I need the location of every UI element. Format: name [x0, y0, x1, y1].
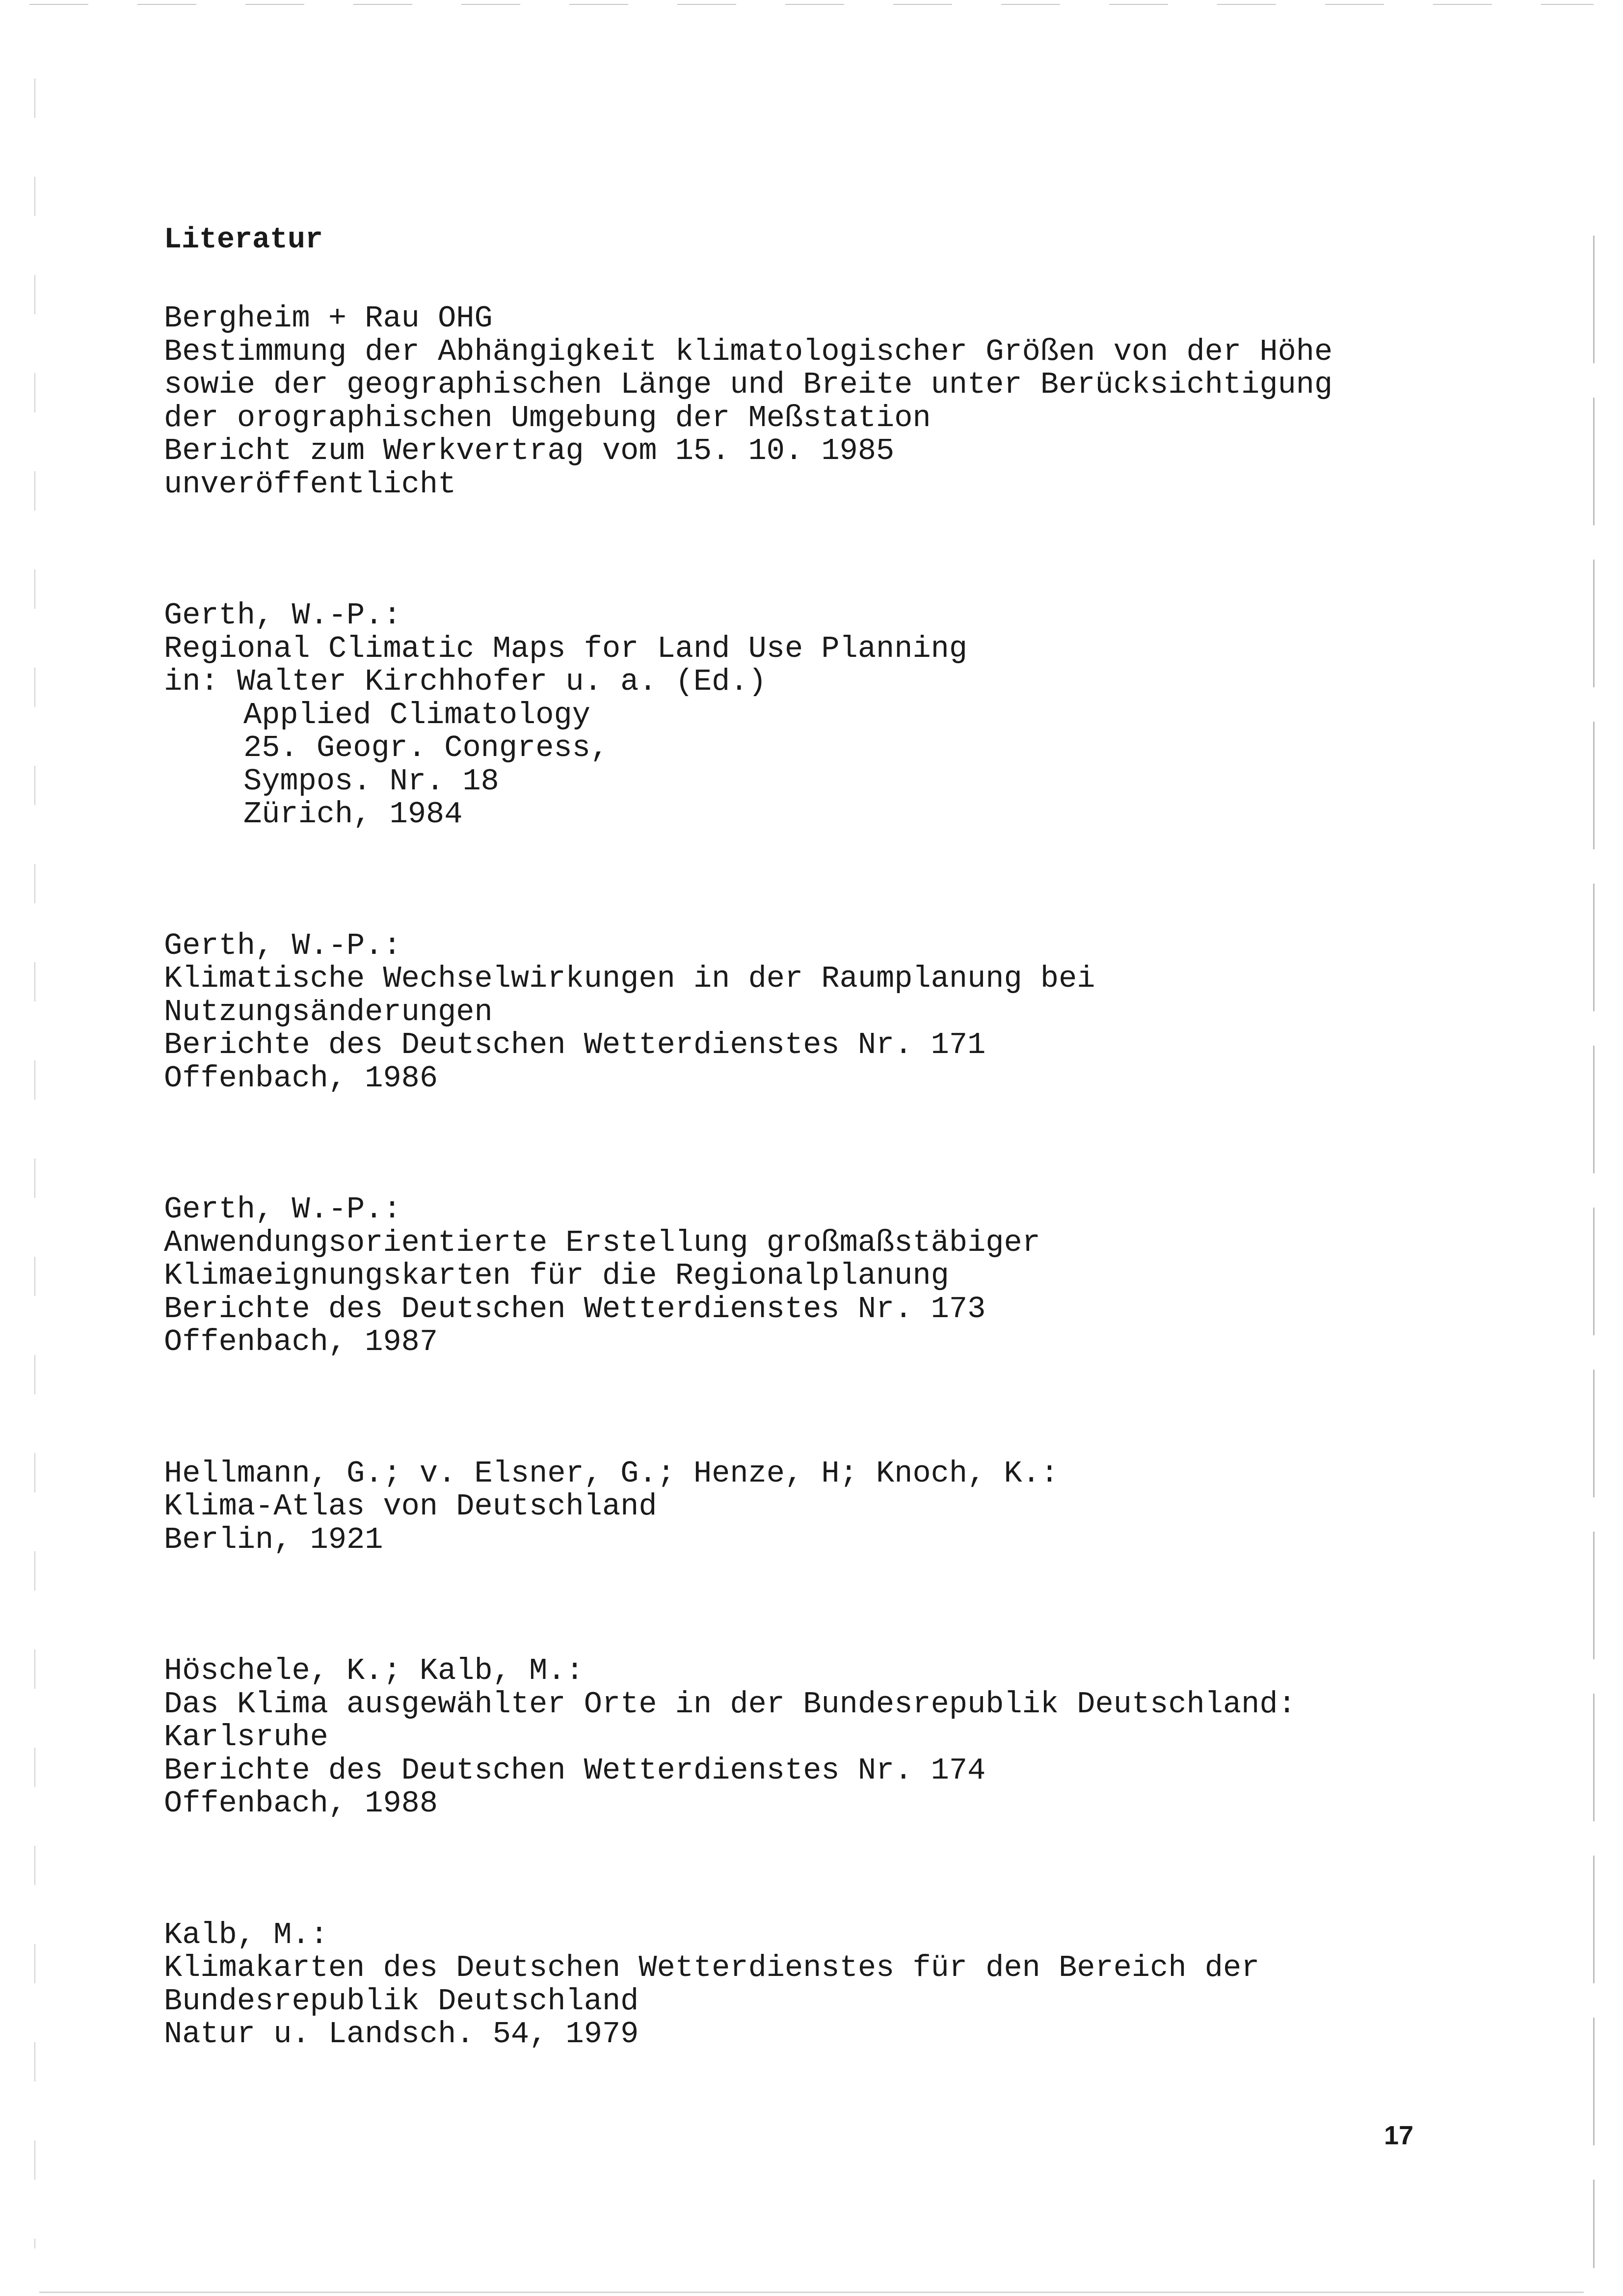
scan-edge-right [1593, 236, 1595, 2268]
reference-line: Offenbach, 1987 [164, 1324, 438, 1359]
reference-line: Klimaeignungskarten für die Regionalplanung [164, 1258, 949, 1293]
reference-line: Nutzungsänderungen [164, 994, 493, 1029]
reference-line: Das Klima ausgewählter Orte in der Bundesrepublik Deutschland: [164, 1686, 1296, 1722]
reference-line: Berichte des Deutschen Wetterdienstes Nr. 171 [164, 1027, 986, 1062]
reference-entry [164, 599, 1489, 831]
reference-line: Höschele, K.; Kalb, M.: [164, 1653, 584, 1688]
reference-line: Gerth, W.-P.: [164, 1192, 401, 1227]
reference-line: in: Walter Kirchhofer u. a. (Ed.) [164, 664, 767, 699]
reference-line: unveröffentlicht [164, 466, 456, 502]
reference-entry [164, 1193, 1489, 1359]
reference-line-indented: Applied Climatology [243, 697, 590, 732]
scan-edge-bottom [39, 2292, 1584, 2293]
reference-line: Klima-Atlas von Deutschland [164, 1489, 657, 1524]
reference-line: Bericht zum Werkvertrag vom 15. 10. 1985 [164, 433, 895, 468]
reference-line: Bundesrepublik Deutschland [164, 1983, 639, 2019]
reference-line: Klimakarten des Deutschen Wetterdienstes für den Bereich der [164, 1950, 1260, 1985]
page-number: 17 [1384, 2121, 1414, 2150]
reference-line: Natur u. Landsch. 54, 1979 [164, 2017, 639, 2052]
reference-line: Berichte des Deutschen Wetterdienstes Nr. 174 [164, 1753, 986, 1788]
reference-line: Anwendungsorientierte Erstellung großmaßstäbiger [164, 1225, 1040, 1260]
bibliography [164, 223, 1489, 2149]
reference-line: Berichte des Deutschen Wetterdienstes Nr. 173 [164, 1291, 986, 1326]
reference-line: Bestimmung der Abhängigkeit klimatologischer Größen von der Höhe [164, 334, 1333, 369]
reference-line-indented: Sympos. Nr. 18 [243, 763, 499, 799]
reference-line: Klimatische Wechselwirkungen in der Raumplanung bei [164, 961, 1095, 996]
reference-entry [164, 1918, 1489, 2051]
reference-line: Gerth, W.-P.: [164, 928, 401, 963]
reference-entry [164, 1654, 1489, 1820]
reference-line: Bergheim + Rau OHG [164, 301, 493, 336]
reference-line: Offenbach, 1988 [164, 1786, 438, 1821]
reference-line-indented: Zürich, 1984 [243, 797, 463, 832]
reference-line: Gerth, W.-P.: [164, 598, 401, 633]
section-heading: Literatur [164, 223, 323, 257]
reference-line: sowie der geographischen Länge und Breite unter Berücksichtigung [164, 367, 1333, 402]
scan-edge-left [34, 79, 35, 2248]
reference-line: Hellmann, G.; v. Elsner, G.; Henze, H; Knoch, K.: [164, 1456, 1059, 1491]
reference-entry [164, 302, 1489, 501]
reference-line: Kalb, M.: [164, 1917, 328, 1952]
reference-line: der orographischen Umgebung der Meßstation [164, 400, 931, 435]
reference-line: Berlin, 1921 [164, 1522, 383, 1557]
reference-entry [164, 1457, 1489, 1557]
reference-line: Offenbach, 1986 [164, 1060, 438, 1096]
scan-edge-top [29, 4, 1594, 5]
reference-line-indented: 25. Geogr. Congress, [243, 730, 609, 765]
reference-line: Karlsruhe [164, 1720, 328, 1755]
reference-entry [164, 929, 1489, 1095]
reference-line: Regional Climatic Maps for Land Use Planning [164, 631, 968, 666]
